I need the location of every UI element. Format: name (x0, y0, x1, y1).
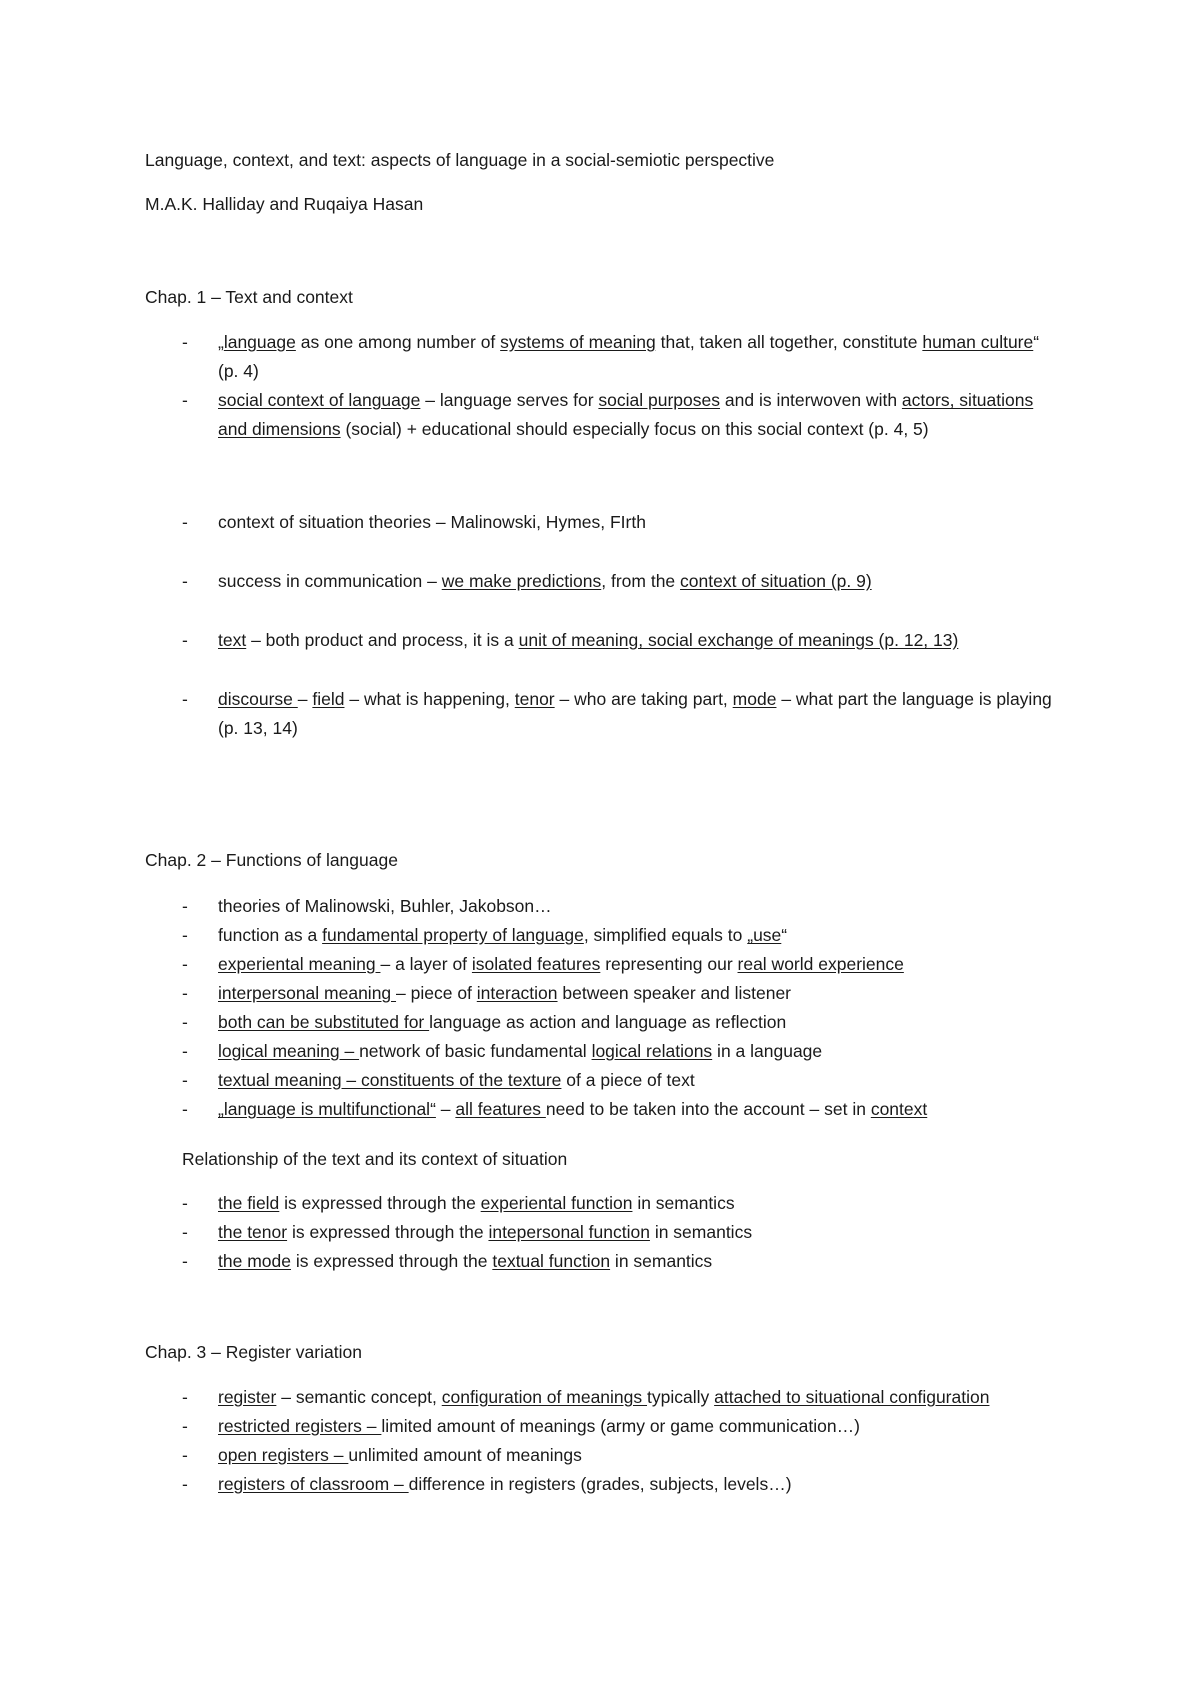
item-text: in semantics (632, 1193, 735, 1213)
underlined-term: the mode (218, 1251, 291, 1271)
underlined-term: context (870, 1099, 928, 1119)
list-item (182, 892, 1062, 921)
list-item (182, 1218, 1062, 1247)
underlined-term: the tenor (218, 1222, 288, 1242)
bullet-dash: - (182, 983, 188, 1003)
underlined-term: all features (455, 1099, 546, 1119)
list-item (182, 1470, 1062, 1499)
underlined-term: logical meaning – (218, 1041, 360, 1061)
item-text: is expressed through the (287, 1222, 489, 1242)
underlined-term: human culture (922, 332, 1034, 352)
bullet-dash: - (182, 1222, 188, 1242)
list-item (182, 1383, 1062, 1412)
bullet-dash: - (182, 1445, 188, 1465)
item-text: – who are taking part, (554, 689, 733, 709)
document-title: Language, context, and text: aspects of language in a social-semiotic perspective (145, 150, 775, 170)
underlined-term: social context of language (218, 390, 421, 410)
item-text: in semantics (649, 1222, 753, 1242)
item-text: language as action and language as reflection (429, 1012, 787, 1032)
chapter-1-list (182, 328, 1062, 743)
underlined-term: „use (747, 925, 782, 945)
chapter-1-heading: Chap. 1 – Text and context (145, 287, 353, 307)
underlined-term: text (218, 630, 247, 650)
list-item (182, 685, 1062, 743)
underlined-term: mode (732, 689, 777, 709)
item-text: – what is happening, (344, 689, 515, 709)
underlined-term: attached to situational configuration (714, 1387, 990, 1407)
list-item (182, 1247, 1062, 1276)
underlined-term: restricted registers – (218, 1416, 382, 1436)
underlined-term: interaction (476, 983, 558, 1003)
list-item (182, 1441, 1062, 1470)
underlined-term: discourse (218, 689, 298, 709)
item-text: limited amount of meanings (army or game communication…) (381, 1416, 860, 1436)
item-text: – language serves for (420, 390, 599, 410)
list-item (182, 1412, 1062, 1441)
bullet-dash: - (182, 1012, 188, 1032)
item-text: – piece of (396, 983, 477, 1003)
underlined-term: constituents of the texture (361, 1070, 562, 1090)
item-text: typically (647, 1387, 715, 1407)
underlined-term: interpersonal meaning (218, 983, 397, 1003)
item-text: need to be taken into the account – set in (545, 1099, 871, 1119)
item-text: of a piece of text (561, 1070, 695, 1090)
bullet-dash: - (182, 571, 188, 591)
underlined-term: the field (218, 1193, 280, 1213)
relationship-list (182, 1189, 1062, 1276)
list-item (182, 386, 1062, 444)
item-text: – a layer of (380, 954, 472, 974)
bullet-dash: - (182, 512, 188, 532)
bullet-dash: - (182, 1193, 188, 1213)
bullet-dash: - (182, 1474, 188, 1494)
list-item (182, 1037, 1062, 1066)
item-text: in a language (712, 1041, 823, 1061)
document-authors: M.A.K. Halliday and Ruqaiya Hasan (145, 194, 424, 214)
list-item (182, 328, 1062, 386)
underlined-term: experiental function (480, 1193, 633, 1213)
chapter-3-list (182, 1383, 1062, 1499)
underlined-term: open registers – (218, 1445, 349, 1465)
underlined-term: „language is multifunctional“ (218, 1099, 436, 1119)
list-item (182, 1008, 1062, 1037)
item-text: “ (p. 4) (218, 332, 1040, 381)
item-text: , simplified equals to (583, 925, 748, 945)
item-text: (social) + educational should especially focus on this social context (p. 4, 5) (340, 419, 929, 439)
underlined-term: configuration of meanings (441, 1387, 648, 1407)
item-text: and is interwoven with (720, 390, 902, 410)
underlined-term: field (312, 689, 345, 709)
underlined-term: tenor (514, 689, 555, 709)
item-text: is expressed through the (279, 1193, 481, 1213)
item-text: – what part the language is playing (p. 13, 14) (218, 689, 1052, 738)
item-text: – (435, 1099, 456, 1119)
bullet-dash: - (182, 1099, 188, 1119)
list-item (182, 1189, 1062, 1218)
item-text: representing our (600, 954, 738, 974)
bullet-dash: - (182, 332, 188, 352)
list-item (182, 979, 1062, 1008)
item-text: in semantics (610, 1251, 713, 1271)
underlined-term: textual meaning – (218, 1070, 362, 1090)
chapter-2-heading: Chap. 2 – Functions of language (145, 850, 398, 870)
underlined-term: context of situation (p. 9) (680, 571, 872, 591)
underlined-term: both can be substituted for (218, 1012, 430, 1032)
list-item (182, 1066, 1062, 1095)
relationship-subheading: Relationship of the text and its context of situation (182, 1149, 568, 1169)
bullet-dash: - (182, 1387, 188, 1407)
underlined-term: language (223, 332, 296, 352)
underlined-term: register (218, 1387, 277, 1407)
bullet-dash: - (182, 896, 188, 916)
bullet-dash: - (182, 1041, 188, 1061)
bullet-dash: - (182, 630, 188, 650)
chapter-2-list (182, 892, 1062, 1124)
item-text: between speaker and listener (557, 983, 792, 1003)
underlined-term: intepersonal function (488, 1222, 650, 1242)
item-text: function as a (218, 925, 323, 945)
item-text: – both product and process, it is a (246, 630, 519, 650)
list-item (182, 921, 1062, 950)
bullet-dash: - (182, 689, 188, 709)
bullet-dash: - (182, 1251, 188, 1271)
item-text: difference in registers (grades, subjects, levels…) (408, 1474, 792, 1494)
list-item (182, 1095, 1062, 1124)
chapter-3-heading: Chap. 3 – Register variation (145, 1342, 362, 1362)
underlined-term: systems of meaning (500, 332, 656, 352)
underlined-term: unit of meaning, social exchange of meanings (p. 12, 13) (518, 630, 959, 650)
bullet-dash: - (182, 925, 188, 945)
item-text: unlimited amount of meanings (348, 1445, 582, 1465)
item-text: context of situation theories – Malinowski, Hymes, FIrth (218, 512, 646, 532)
item-text: success in communication – (218, 571, 442, 591)
item-text: „ (218, 332, 224, 352)
list-item (182, 950, 1062, 979)
underlined-term: logical relations (591, 1041, 713, 1061)
underlined-term: textual function (492, 1251, 611, 1271)
underlined-term: fundamental property of language (322, 925, 584, 945)
underlined-term: social purposes (598, 390, 721, 410)
item-text: theories of Malinowski, Buhler, Jakobson… (218, 896, 552, 916)
item-text: is expressed through the (290, 1251, 493, 1271)
bullet-dash: - (182, 1416, 188, 1436)
item-text: that, taken all together, constitute (655, 332, 923, 352)
item-text: , from the (601, 571, 681, 591)
list-item (182, 626, 1062, 655)
bullet-dash: - (182, 1070, 188, 1090)
item-text: – semantic concept, (276, 1387, 442, 1407)
bullet-dash: - (182, 954, 188, 974)
item-text: “ (781, 925, 788, 945)
underlined-term: isolated features (471, 954, 601, 974)
underlined-term: experiental meaning (218, 954, 381, 974)
bullet-dash: - (182, 390, 188, 410)
underlined-term: real world experience (737, 954, 904, 974)
list-item (182, 508, 1062, 537)
item-text: – (297, 689, 313, 709)
underlined-term: we make predictions (441, 571, 602, 591)
item-text: as one among number of (295, 332, 501, 352)
list-item (182, 567, 1062, 596)
item-text: network of basic fundamental (359, 1041, 592, 1061)
underlined-term: actors, situations and dimensions (218, 390, 1034, 439)
underlined-term: registers of classroom – (218, 1474, 409, 1494)
